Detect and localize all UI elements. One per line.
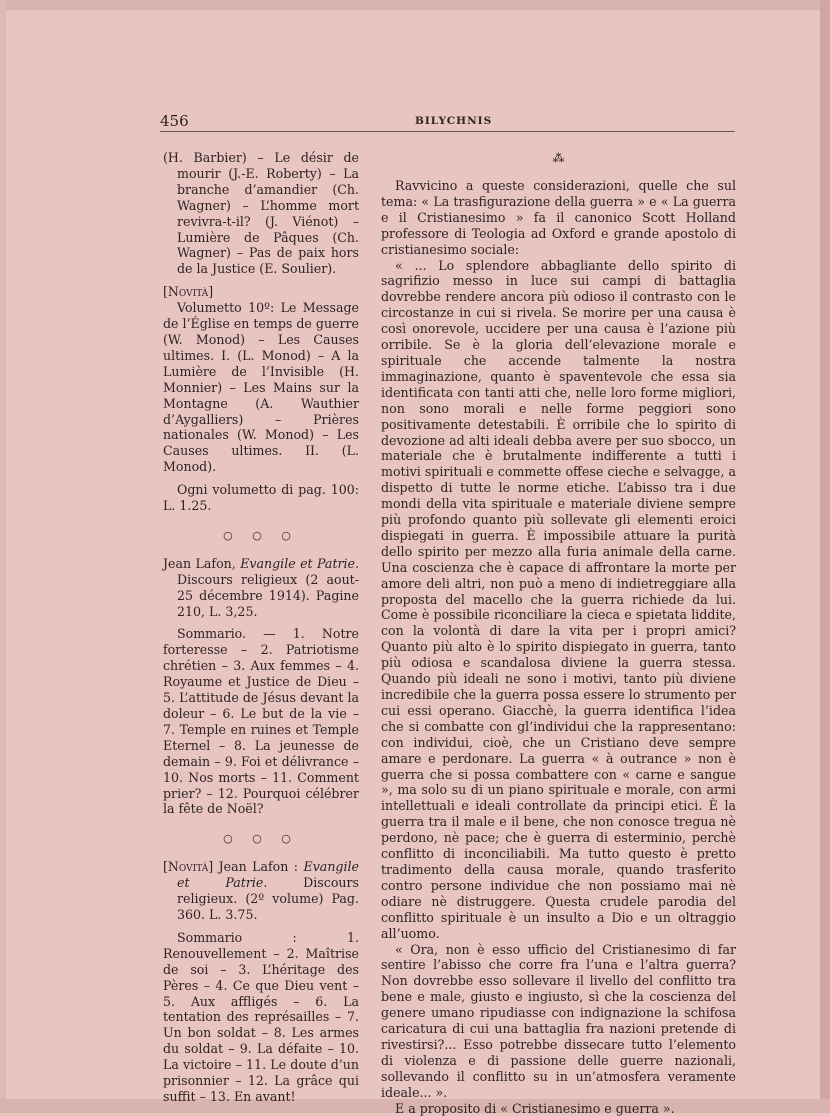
right-column [381, 150, 736, 1116]
entry-1-title: Evangile et Patrie. [240, 555, 360, 571]
entry-1-author: Jean Lafon, [163, 555, 241, 571]
right-paragraph-2: « ... Lo splendore abbagliante dello spirito di sagrifizio messo in luce sui campi di battaglia dovrebbe rendere ancora più odioso il contrasto con le circostanze in cui si rivela. Se morire per una causa è così onorevole, uccidere per una causa è l’azione più orribile. Se è la gloria dell’elevazione morale e spirituale che accende talmente la nostra immaginazione, quanto è spaventevole che essa sia identificata con tanti atti che, nelle loro forme migliori, non sono morali e nelle forme peggiori sono positivamente detestabili. È orribile che lo spirito di devozione ad alti ideali debba avere per suo sbocco, un materiale che è brutalmente indifferente a tutti i motivi spirituali e commette offese cieche e selvagge, a dispetto di tutte le norme etiche. L’abisso tra i due mondi della vita spirituale e materiale diviene sempre più profondo quanto più sollevate gli elementi eroici dispiegati in guerra. È impossibile attuare la purità dello spirito per mezzo alla furia animale della carne. Una coscienza che è capace di affrontare la morte per amore deli altri, non può a meno di indietreggiare alla proposta del macello che la guerra richiede da lui. Come è possibile riconciliare la cieca e spietata liddite, con la volontà di dare la vita per i propri amici? Quanto più alto è lo spirito dispiegato in guerra, tanto più odiosa e scandalosa diviene la guerra stessa. Quando più ideali ne sono i motivi, tanto più diviene incredibile che la guerra possa essere lo strumento per cui essi operano. Giacchè, la guerra identifica l’idea che si combatte con gl’individui che la rappresentano: con individui, cioè, che un Cristiano deve sempre amare e perdonare. La guerra « à outrance » non è guerra che si possa combattere con « carne e sangue », ma solo su di un piano spirituale e morale, con armi intellettuali e ideali controllate da principi etici. È la guerra tra il male e il bene, che non conosce tregua nè perdono, nè pace; che è guerra di esterminio, perchè conflitto di inconciliabili. Ma tutto questo è pretto tradimento della causa morale, quando trasferito contro persone individue che non possiamo mai nè odiare nè distruggere. Questa crudele parodia del conflitto spirituale è un insulto a Dio e un oltraggio all’uomo. [381, 257, 736, 941]
entry-1-summary: Sommario. — 1. Notre forteresse – 2. Patriotisme chrétien – 3. Aux femmes – 4. Royaume et Justice de Dieu – 5. L’attitude de Jésus devant la doleur – 6. Le but de la vie – 7. Temple en ruines et Temple Eternel – 8. La jeunesse de demain – 9. Foi et délivrance – 10. Nos morts – 11. Comment prier? – 12. Pourquoi célébrer la fête de Noël? [163, 626, 359, 817]
entry-2-citation [163, 859, 359, 923]
left-paragraph-1: (H. Barbier) – Le désir de mourir (J.-E. Roberty) – La branche d’amandier (Ch. Wagner) – L’homme mort revivra-t-il? (J. Viénot) – Lumière de Pâques (Ch. Wagner) – Pas de paix hors de la Justice (E. Soulier). [163, 150, 359, 277]
page-right-edge [820, 0, 830, 1113]
page-top-edge [0, 0, 830, 10]
separator-1: ○ ○ ○ [223, 528, 299, 542]
page-left-edge [0, 0, 6, 1113]
left-paragraph-2-tag [163, 284, 359, 300]
novita-tag: [Novità] [163, 284, 214, 300]
entry-2-summary: Sommario : 1. Renouvellement – 2. Maîtrise de soi – 3. L’héritage des Pères – 4. Ce que Dieu vent – 5. Aux affligés – 6. La tentation des représailles – 7. Un bon soldat – 8. Les armes du soldat – 9. La défaite – 10. La victoire – 11. Le doute d’un prisonnier – 12. La grâce qui suffit – 13. En avant! [163, 929, 359, 1104]
running-title: BILYCHNIS [415, 115, 493, 127]
separator-2: ○ ○ ○ [223, 832, 299, 846]
left-paragraph-2: Volumetto 10º: Le Message de l’Église en temps de guerre (W. Monod) – Les Causes ultimes. I. (L. Monod) – A la Lumière de l’Invisible (H. Monnier) – Les Mains sur la Montagne (A. Wauthier d’Aygalliers) – Prières nationales (W. Monod) – Les Causes ultimes. II. (L. Monod). [163, 300, 359, 475]
page-header [160, 112, 735, 132]
entry-1-citation [163, 556, 359, 620]
left-paragraph-3: Ogni volumetto di pag. 100: L. 1.25. [163, 482, 359, 514]
entry-2-tag: [Novità] [163, 859, 214, 875]
right-paragraph-4: E a proposito di « Cristianesimo e guerra ». [395, 1100, 675, 1116]
left-column [163, 150, 359, 1105]
page-number: 456 [160, 112, 189, 130]
entry-2-details: Discours religieux. (2º volume) Pag. 360. L. 3.75. [177, 875, 359, 922]
entry-2-author: Jean Lafon : [213, 859, 304, 875]
entry-2-title: Evangile et Patrie. [177, 859, 359, 891]
right-paragraph-3: « Ora, non è esso ufficio del Cristianesimo di far sentire l’abisso che corre fra l’una e l’altra guerra? Non dovrebbe esso sollevare il livello del conflitto tra bene e male, giusto e ingiusto, sì che la coscienza del genere umano ripudiasse con indignazione la schifosa caricatura di cui una battaglia fra nazioni pretende di rivestirsi?... Esso potrebbe dissecare tutto l’elemento di violenza e di passione delle guerre nazionali, sollevando il conflitto su in un’atmosfera veramente ideale... ». [381, 941, 736, 1100]
header-rule [160, 131, 735, 132]
right-paragraph-1: Ravvicino a queste considerazioni, quelle che sul tema: « La trasfigurazione della guerra » e « La guerra e il Cristianesimo » fa il canonico Scott Holland professore di Teologia ad Oxford e grande apostolo di cristianesimo sociale: [381, 178, 736, 257]
entry-1-details: Discours religieux (2 aout-25 décembre 1914). Pagine 210, L. 3,25. [177, 571, 359, 619]
asterism: ⁂ [552, 151, 565, 165]
